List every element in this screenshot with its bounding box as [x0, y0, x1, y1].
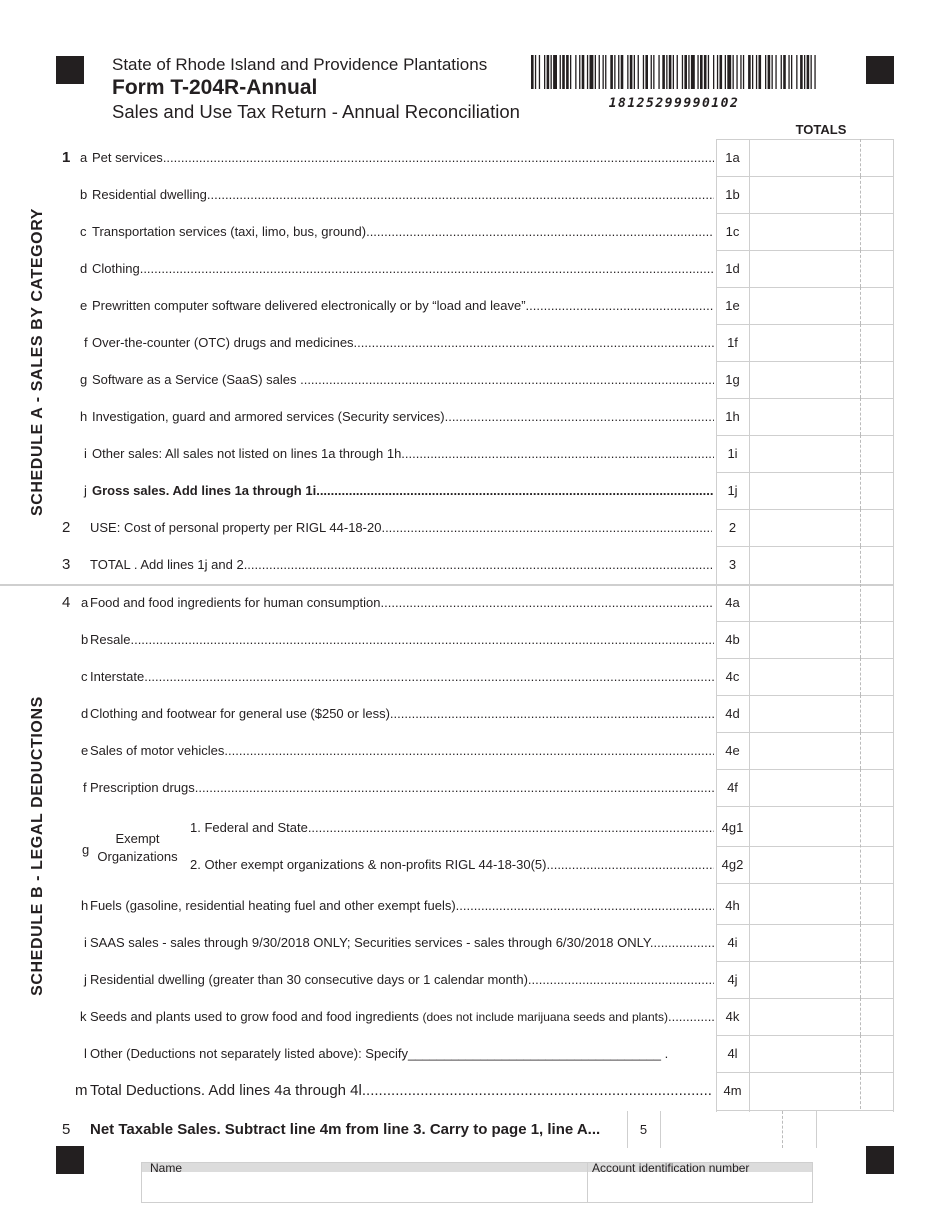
barcode-bar: [733, 55, 734, 89]
line-code: 1a: [725, 150, 740, 165]
registration-mark: [56, 56, 84, 84]
barcode-bar: [627, 55, 628, 89]
name-field[interactable]: [142, 1172, 586, 1202]
line-code: 4l: [727, 1046, 738, 1061]
line-4l-amount-field[interactable]: [749, 1035, 893, 1072]
barcode-bar: [618, 55, 619, 89]
line-code: 4j: [727, 972, 738, 987]
barcode-bar: [634, 55, 635, 89]
line-1h-row: [0, 398, 950, 435]
cents-divider: [860, 213, 861, 250]
barcode-bar: [708, 55, 709, 89]
line-letter: a: [81, 595, 89, 610]
line-code: 5: [639, 1122, 648, 1137]
line-4g1-amount-field[interactable]: [749, 809, 893, 846]
line-letter: g: [80, 372, 88, 387]
line-description: Prescription drugs .....: [90, 769, 714, 806]
barcode-bar: [621, 55, 624, 89]
line-description: Clothing .....: [92, 250, 714, 287]
line-code: 4b: [725, 632, 740, 647]
line-letter: d: [80, 261, 88, 276]
line-description: Gross sales. Add lines 1a through 1i. .....: [92, 472, 714, 509]
line-code: 1g: [725, 372, 740, 387]
barcode-bar: [811, 55, 812, 89]
line-number: 1: [62, 149, 71, 166]
exempt-label: Exempt Organizations: [97, 831, 178, 864]
barcode-bar: [748, 55, 751, 89]
grid-line: [716, 883, 894, 884]
line-1c-amount-field[interactable]: [749, 213, 893, 250]
line-1f-amount-field[interactable]: [749, 324, 893, 361]
line-description: Software as a Service (SaaS) sales .....: [92, 361, 714, 398]
line-description: Over-the-counter (OTC) drugs and medicines .....: [92, 324, 714, 361]
cents-divider: [860, 584, 861, 621]
line-1d-row: [0, 250, 950, 287]
cents-divider: [860, 435, 861, 472]
line-code: 2: [728, 520, 737, 535]
line-1a-row: [0, 139, 950, 176]
line-letter: j: [84, 483, 87, 498]
line-description: 2. Other exempt organizations & non-profits RIGL 44-18-30(5) .....: [190, 846, 714, 883]
line-4b-amount-field[interactable]: [749, 621, 893, 658]
line-description: Food and food ingredients for human consumption .....: [90, 584, 714, 621]
barcode-bar: [725, 55, 726, 89]
barcode-bar: [704, 55, 707, 89]
barcode-bar: [595, 55, 596, 89]
registration-mark: [56, 1146, 84, 1174]
line-code: 1h: [725, 409, 740, 424]
barcode-bar: [814, 55, 815, 89]
line-number: 4: [62, 594, 71, 611]
barcode-bar: [736, 55, 737, 89]
cents-divider: [860, 621, 861, 658]
line-letter: h: [81, 898, 89, 913]
line-4k-row: [0, 998, 950, 1035]
line-number: 2: [62, 519, 71, 536]
form-subtitle: Sales and Use Tax Return - Annual Reconciliation: [112, 101, 520, 122]
cents-divider: [782, 1111, 783, 1148]
line-4a-amount-field[interactable]: [749, 584, 893, 621]
cents-divider: [860, 924, 861, 961]
line-description: Interstate .....: [90, 658, 714, 695]
barcode-bar: [781, 55, 782, 89]
line-1i-row: [0, 435, 950, 472]
line-1g-amount-field[interactable]: [749, 361, 893, 398]
barcode-number: 18125299990102: [608, 96, 740, 111]
line-code: 1f: [727, 335, 738, 350]
barcode-bar: [539, 55, 540, 89]
barcode-bar: [743, 55, 744, 89]
barcode-bar: [570, 55, 571, 89]
line-4h-row: [0, 887, 950, 924]
line-letter: b: [80, 187, 88, 202]
line-code: 4c: [725, 669, 740, 684]
line-code: 4h: [725, 898, 740, 913]
barcode-bar: [768, 55, 771, 89]
barcode-bar: [560, 55, 561, 89]
barcode-bar: [800, 55, 803, 89]
line-code: 3: [728, 557, 737, 572]
line-4e-amount-field[interactable]: [749, 732, 893, 769]
cents-divider: [860, 509, 861, 546]
barcode-bar: [700, 55, 703, 89]
line-description: SAAS sales - sales through 9/30/2018 ONLY; Securities services - sales through 6/30/2018 ONLY .....: [90, 924, 714, 961]
line-letter: f: [84, 335, 88, 350]
form-title: Form T-204R-Annual: [112, 76, 318, 99]
line-letter: g: [82, 842, 90, 857]
barcode-bar: [756, 55, 757, 89]
barcode-bar: [717, 55, 718, 89]
line-4f-row: [0, 769, 950, 806]
line-code: 1b: [725, 187, 740, 202]
line-4g2-amount-field[interactable]: [749, 846, 893, 883]
barcode-bar: [752, 55, 753, 89]
line-4i-row: [0, 924, 950, 961]
barcode-bar: [582, 55, 585, 89]
name-account-area: [141, 1162, 813, 1203]
line-code: 1c: [725, 224, 740, 239]
cents-divider: [860, 998, 861, 1035]
line-4d-row: [0, 695, 950, 732]
line-code: 1d: [725, 261, 740, 276]
line-letter: a: [80, 150, 88, 165]
cents-divider: [860, 732, 861, 769]
line-4d-amount-field[interactable]: [749, 695, 893, 732]
schedule-a-title: SCHEDULE A - SALES BY CATEGORY: [29, 207, 46, 517]
cents-divider: [860, 961, 861, 998]
cents-divider: [860, 769, 861, 806]
line-4m-amount-field[interactable]: [749, 1072, 893, 1109]
line-4k-amount-field[interactable]: [749, 998, 893, 1035]
line-code: 4m: [723, 1083, 742, 1098]
cents-divider: [860, 887, 861, 924]
barcode-bar: [697, 55, 698, 89]
line-1h-amount-field[interactable]: [749, 398, 893, 435]
line-3-row: [0, 546, 950, 583]
barcode-bar: [677, 55, 678, 89]
line-description: Fuels (gasoline, residential heating fuel and other exempt fuels) .....: [90, 887, 714, 924]
barcode-bar: [796, 55, 797, 89]
barcode-bar: [638, 55, 639, 89]
line-description: Net Taxable Sales. Subtract line 4m from line 3. Carry to page 1, line A...: [90, 1121, 601, 1138]
barcode-bar: [562, 55, 565, 89]
line-4c-row: [0, 658, 950, 695]
line-5-amount-field[interactable]: [660, 1111, 817, 1148]
line-4l-row: [0, 1035, 950, 1072]
line-4c-amount-field[interactable]: [749, 658, 893, 695]
line-4b-row: [0, 621, 950, 658]
barcode-bar: [651, 55, 652, 89]
barcode-bar: [775, 55, 776, 89]
cents-divider: [860, 398, 861, 435]
line-1a-amount-field[interactable]: [749, 139, 893, 176]
line-1d-amount-field[interactable]: [749, 250, 893, 287]
line-code: 4e: [725, 743, 740, 758]
line-description: Total Deductions. Add lines 4a through 4l .....: [90, 1072, 712, 1109]
barcode-bar: [587, 55, 588, 89]
cents-divider: [860, 809, 861, 883]
line-1e-amount-field[interactable]: [749, 287, 893, 324]
barcode-bar: [653, 55, 654, 89]
barcode-bar: [720, 55, 723, 89]
grid-line: [627, 1111, 628, 1148]
line-code: 4d: [725, 706, 740, 721]
barcode-bar: [666, 55, 667, 89]
line-code: 4g1: [721, 820, 744, 835]
barcode-bar: [727, 55, 731, 89]
barcode-bar: [553, 55, 557, 89]
totals-header: TOTALS: [795, 122, 847, 137]
cents-divider: [860, 287, 861, 324]
line-1g-row: [0, 361, 950, 398]
barcode-bar: [804, 55, 805, 89]
schedule-b-title: SCHEDULE B - LEGAL DEDUCTIONS: [29, 696, 46, 996]
line-1f-row: [0, 324, 950, 361]
barcode-bar: [684, 55, 687, 89]
line-letter: e: [81, 743, 89, 758]
barcode-bar: [579, 55, 580, 89]
cents-divider: [860, 361, 861, 398]
line-4i-amount-field[interactable]: [749, 924, 893, 961]
cents-divider: [860, 1072, 861, 1109]
line-description: Other (Deductions not separately listed above): Specify___________________________________ .: [90, 1046, 669, 1061]
line-code: 4g2: [721, 857, 744, 872]
registration-mark: [866, 1146, 894, 1174]
barcode-bar: [535, 55, 536, 89]
barcode-bar: [682, 55, 683, 89]
barcode-bar: [610, 55, 613, 89]
line-code: 1e: [725, 298, 740, 313]
line-4m-row: [0, 1072, 950, 1109]
barcode-bar: [531, 55, 534, 89]
state-name: State of Rhode Island and Providence Plantations: [112, 55, 488, 74]
line-1i-amount-field[interactable]: [749, 435, 893, 472]
barcode-bar: [662, 55, 665, 89]
line-number: 3: [62, 556, 71, 573]
barcode-bar: [658, 55, 659, 89]
cents-divider: [860, 695, 861, 732]
line-code: 4f: [727, 780, 738, 795]
barcode: [531, 55, 817, 89]
account-label: Account identification number: [592, 1161, 750, 1175]
line-letter: c: [80, 224, 87, 239]
line-description: Investigation, guard and armored services (Security services) .....: [92, 398, 714, 435]
line-3-amount-field[interactable]: [749, 546, 893, 583]
barcode-bar: [807, 55, 810, 89]
barcode-bar: [669, 55, 672, 89]
line-4e-row: [0, 732, 950, 769]
line-code: 4i: [727, 935, 738, 950]
line-1c-row: [0, 213, 950, 250]
cents-divider: [860, 250, 861, 287]
line-description: Residential dwelling .....: [92, 176, 714, 213]
line-4j-amount-field[interactable]: [749, 961, 893, 998]
barcode-bar: [765, 55, 766, 89]
barcode-bar: [566, 55, 569, 89]
barcode-bar: [603, 55, 604, 89]
line-1b-amount-field[interactable]: [749, 176, 893, 213]
barcode-bar: [772, 55, 773, 89]
line-2-row: [0, 509, 950, 546]
line-letter: f: [83, 780, 87, 795]
barcode-bar: [688, 55, 689, 89]
line-2-amount-field[interactable]: [749, 509, 893, 546]
registration-mark: [866, 56, 894, 84]
line-description: Transportation services (taxi, limo, bus, ground) .....: [92, 213, 714, 250]
line-description: Seeds and plants used to grow food and food ingredients (does not include marijuana seeds and plants) .....: [90, 998, 714, 1035]
barcode-bar: [590, 55, 594, 89]
line-description: USE: Cost of personal property per RIGL 44-18-20 .....: [90, 509, 712, 546]
line-4f-amount-field[interactable]: [749, 769, 893, 806]
line-letter: m: [75, 1082, 88, 1099]
line-code: 4a: [725, 595, 740, 610]
line-4h-amount-field[interactable]: [749, 887, 893, 924]
barcode-bar: [691, 55, 695, 89]
barcode-bar: [673, 55, 674, 89]
line-description: 1. Federal and State .....: [190, 809, 714, 846]
cents-divider: [860, 472, 861, 509]
barcode-bar: [544, 55, 545, 89]
line-letter: k: [80, 1009, 87, 1024]
barcode-bar: [551, 55, 552, 89]
line-description: Other sales: All sales not listed on lines 1a through 1h .....: [92, 435, 714, 472]
line-description: TOTAL . Add lines 1j and 2 .....: [90, 546, 712, 583]
line-description: Sales of motor vehicles .....: [90, 732, 714, 769]
line-5-row: [0, 1111, 950, 1148]
line-1j-row: [0, 472, 950, 509]
line-code: 1i: [727, 446, 738, 461]
line-description: Clothing and footwear for general use ($250 or less) .....: [90, 695, 714, 732]
barcode-bar: [643, 55, 644, 89]
line-1b-row: [0, 176, 950, 213]
barcode-bar: [740, 55, 741, 89]
barcode-bar: [788, 55, 789, 89]
line-letter: j: [84, 972, 87, 987]
line-description: Residential dwelling (greater than 30 consecutive days or 1 calendar month) .....: [90, 961, 714, 998]
line-letter: b: [81, 632, 89, 647]
barcode-bar: [759, 55, 762, 89]
line-code: 4k: [725, 1009, 740, 1024]
line-letter: h: [80, 409, 88, 424]
line-4j-row: [0, 961, 950, 998]
line-letter: e: [80, 298, 88, 313]
line-description: Prewritten computer software delivered electronically or by “load and leave” .....: [92, 287, 714, 324]
barcode-bar: [783, 55, 786, 89]
barcode-bar: [605, 55, 606, 89]
account-id-field[interactable]: [588, 1172, 812, 1202]
barcode-bar: [614, 55, 615, 89]
cents-divider: [860, 658, 861, 695]
line-1e-row: [0, 287, 950, 324]
barcode-bar: [645, 55, 648, 89]
line-1j-amount-field[interactable]: [749, 472, 893, 509]
line-letter: d: [81, 706, 89, 721]
barcode-bar: [791, 55, 792, 89]
grid-line: [716, 806, 894, 807]
barcode-bar: [713, 55, 714, 89]
cents-divider: [860, 176, 861, 213]
cents-divider: [860, 546, 861, 583]
line-description: Pet services .....: [92, 139, 714, 176]
line-code: 1j: [727, 483, 738, 498]
barcode-bar: [547, 55, 550, 89]
barcode-bar: [599, 55, 600, 89]
cents-divider: [860, 1035, 861, 1072]
line-letter: c: [81, 669, 88, 684]
line-letter: i: [84, 446, 87, 461]
cents-divider: [860, 324, 861, 361]
line-letter: i: [84, 935, 87, 950]
barcode-bar: [575, 55, 576, 89]
barcode-bar: [630, 55, 633, 89]
line-4a-row: [0, 584, 950, 621]
line-description: Resale .....: [90, 621, 714, 658]
name-label: Name: [150, 1161, 183, 1175]
line-letter: l: [84, 1046, 87, 1061]
line-number: 5: [62, 1121, 71, 1138]
cents-divider: [860, 139, 861, 176]
